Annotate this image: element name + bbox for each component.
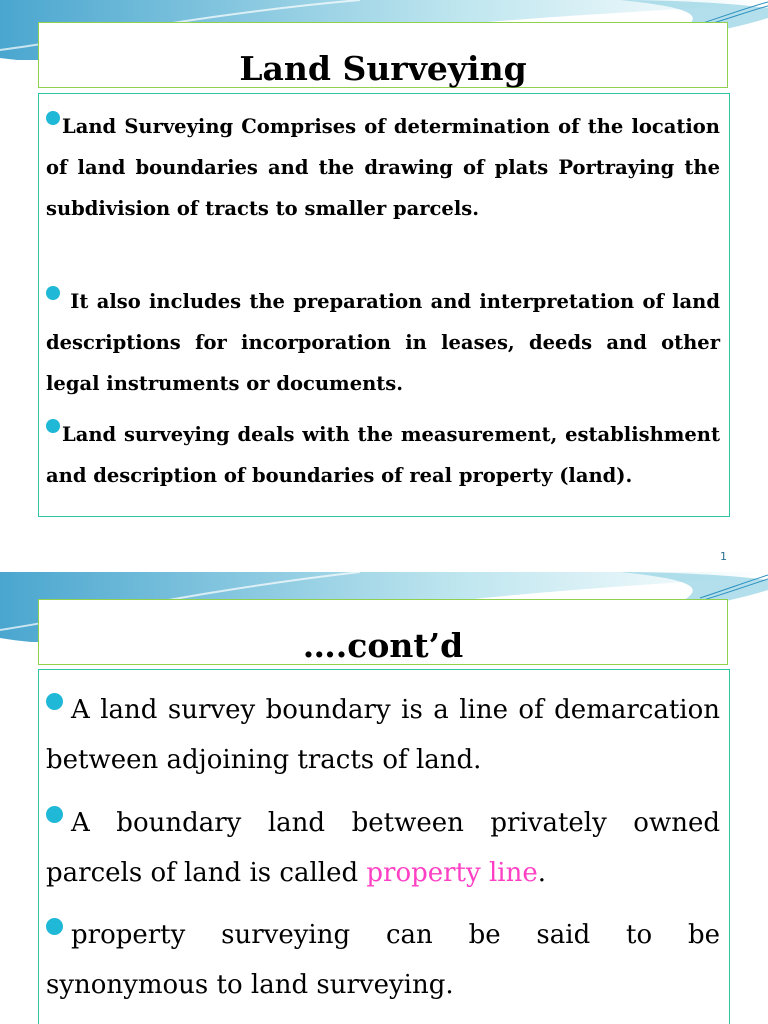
bullet-text: Land Surveying Comprises of determination of the location of land boundaries and the drawing of plats Portraying the subdivision of tracts to smaller parcels. bbox=[46, 115, 720, 220]
bullet-dot-icon bbox=[46, 286, 60, 300]
bullet-dot-icon bbox=[46, 419, 60, 433]
bullet-dot-icon bbox=[46, 918, 63, 935]
bullet-dot-icon bbox=[46, 693, 63, 710]
page-number: 1 bbox=[720, 550, 727, 563]
bullet-paragraph bbox=[46, 414, 720, 496]
bullet-paragraph bbox=[46, 685, 720, 785]
bullet-text: Land surveying deals with the measurement, establishment and description of boundaries of real property (land). bbox=[46, 423, 720, 487]
bullet-paragraph bbox=[46, 910, 720, 1010]
bullet-text: A boundary land between privately owned parcels of land is called bbox=[46, 808, 720, 888]
bullet-text: It also includes the preparation and interpretation of land descriptions for incorporation in leases, deeds and other legal instruments or documents. bbox=[46, 290, 720, 395]
bullet-text-end: . bbox=[537, 858, 546, 888]
bullet-dot-icon bbox=[46, 111, 60, 125]
bullet-text: A land survey boundary is a line of demarcation between adjoining tracts of land. bbox=[46, 695, 720, 775]
bullet-paragraph bbox=[46, 798, 720, 898]
bullet-paragraph bbox=[46, 106, 720, 229]
bullet-paragraph bbox=[46, 281, 720, 404]
slide-2 bbox=[0, 572, 768, 1024]
highlighted-term: property line bbox=[366, 858, 538, 888]
bullet-text: property surveying can be said to be synonymous to land surveying. bbox=[46, 920, 720, 1000]
slide-title: Land Surveying bbox=[38, 22, 728, 88]
slide-title: ….cont’d bbox=[38, 599, 728, 665]
bullet-dot-icon bbox=[46, 806, 63, 823]
